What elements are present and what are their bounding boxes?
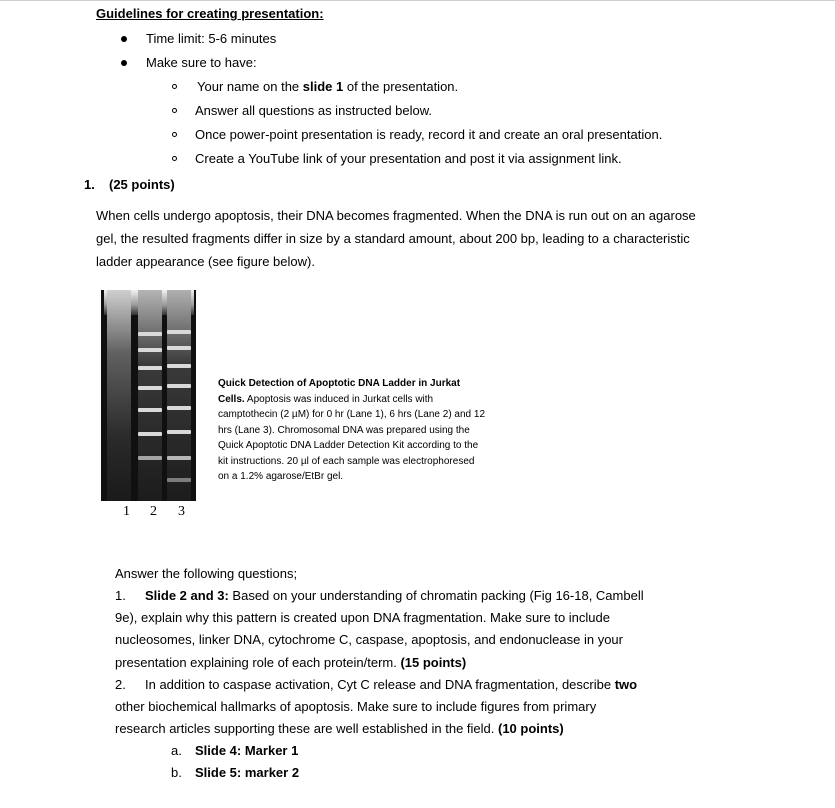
answer-1-line-1 — [145, 588, 644, 604]
sub-item-b-letter: b. — [171, 765, 182, 780]
answer-2-line-3 — [115, 721, 564, 737]
sub-bullet-record: Once power-point presentation is ready, record it and create an oral presentation. — [195, 127, 663, 142]
lane-label-1: 1 — [123, 504, 130, 519]
bullet-disc — [121, 60, 127, 66]
gel-image — [101, 290, 196, 501]
gel-band — [167, 364, 191, 368]
make-sure-bullet: Make sure to have: — [146, 55, 257, 70]
answer-2-text: In addition to caspase activation, Cyt C release and DNA fragmentation, describe — [145, 677, 615, 692]
answer-1-number: 1. — [115, 588, 126, 603]
answer-1-line-2: 9e), explain why this pattern is created upon DNA fragmentation. Make sure to include — [115, 610, 610, 625]
sub-item-a-text: Slide 4: Marker 1 — [195, 743, 299, 758]
sub-item-a-letter: a. — [171, 743, 182, 758]
sub-item-b-text: Slide 5: marker 2 — [195, 765, 300, 780]
gel-band — [167, 330, 191, 334]
caption-body: Apoptosis was induced in Jurkat cells with camptothecin (2 µM) for 0 hr (Lane 1), 6 hrs (Lane 2) and 12 hrs (Lane 3). Chromosomal DNA was prepared using the Quick Apoptotic DNA Ladder Detection Kit according to the kit instructions. 20 µl of each sample was electrophoresed on a 1.2% agarose/EtBr gel. — [218, 393, 486, 482]
gel-band — [167, 406, 191, 410]
gel-band — [138, 386, 162, 390]
slide-1-emphasis: slide 1 — [302, 79, 344, 94]
answer-2-line-1 — [145, 677, 637, 693]
intro-line-2: gel, the resulted fragments differ in size by a standard amount, about 200 bp, leading to a characteristic — [96, 231, 690, 246]
intro-line-3: ladder appearance (see figure below). — [96, 254, 315, 269]
gel-band — [167, 346, 191, 350]
answer-1-line-4 — [115, 655, 466, 671]
answer-1-points: (15 points) — [400, 655, 467, 670]
sub-bullet-text: of the presentation. — [343, 79, 459, 94]
answer-2-line-2: other biochemical hallmarks of apoptosis. Make sure to include figures from primary — [115, 699, 597, 714]
sub-bullet-text: Your name on the — [197, 79, 303, 94]
lane-label-2: 2 — [150, 504, 157, 519]
caption-title: Quick Detection of Apoptotic DNA Ladder in Jurkat Cells. — [218, 378, 461, 405]
gel-lane-2 — [138, 290, 162, 501]
answer-2-number: 2. — [115, 677, 126, 692]
gel-band — [138, 432, 162, 436]
question-points: (25 points) — [109, 177, 175, 192]
bullet-disc — [121, 36, 127, 42]
answer-1-text: Based on your understanding of chromatin packing (Fig 16-18, Cambell — [228, 588, 644, 603]
gel-band — [138, 408, 162, 412]
time-limit-bullet: Time limit: 5-6 minutes — [146, 31, 277, 46]
intro-line-1: When cells undergo apoptosis, their DNA becomes fragmented. When the DNA is run out on an agarose — [96, 208, 696, 223]
answers-intro: Answer the following questions; — [115, 566, 298, 581]
two-emphasis: two — [614, 677, 638, 692]
slide-2-3-label: Slide 2 and 3: — [145, 588, 229, 603]
gel-band — [167, 430, 191, 434]
lane-label-3: 3 — [178, 504, 185, 519]
figure-caption — [218, 376, 486, 485]
question-number: 1. — [84, 177, 95, 192]
answer-1-line-3: nucleosomes, linker DNA, cytochrome C, caspase, apoptosis, and endonuclease in your — [115, 632, 623, 647]
gel-band — [138, 348, 162, 352]
gel-lane-3 — [167, 290, 191, 501]
answer-1-text: presentation explaining role of each protein/term. — [115, 655, 401, 670]
sub-bullet-name-slide — [197, 79, 458, 95]
gel-band — [138, 366, 162, 370]
bullet-circle — [172, 84, 177, 89]
answer-2-text: research articles supporting these are well established in the field. — [115, 721, 498, 736]
sub-bullet-answer: Answer all questions as instructed below. — [195, 103, 433, 118]
bullet-circle — [172, 108, 177, 113]
gel-band — [138, 456, 162, 460]
bullet-circle — [172, 156, 177, 161]
gel-band — [167, 478, 191, 482]
guidelines-heading: Guidelines for creating presentation: — [96, 6, 324, 21]
gel-band — [167, 456, 191, 460]
gel-lane-1 — [107, 290, 131, 501]
gel-band — [138, 332, 162, 336]
sub-bullet-youtube: Create a YouTube link of your presentation and post it via assignment link. — [195, 151, 622, 166]
answer-2-points: (10 points) — [498, 721, 564, 736]
page-top-border — [0, 0, 835, 1]
gel-band — [167, 384, 191, 388]
bullet-circle — [172, 132, 177, 137]
